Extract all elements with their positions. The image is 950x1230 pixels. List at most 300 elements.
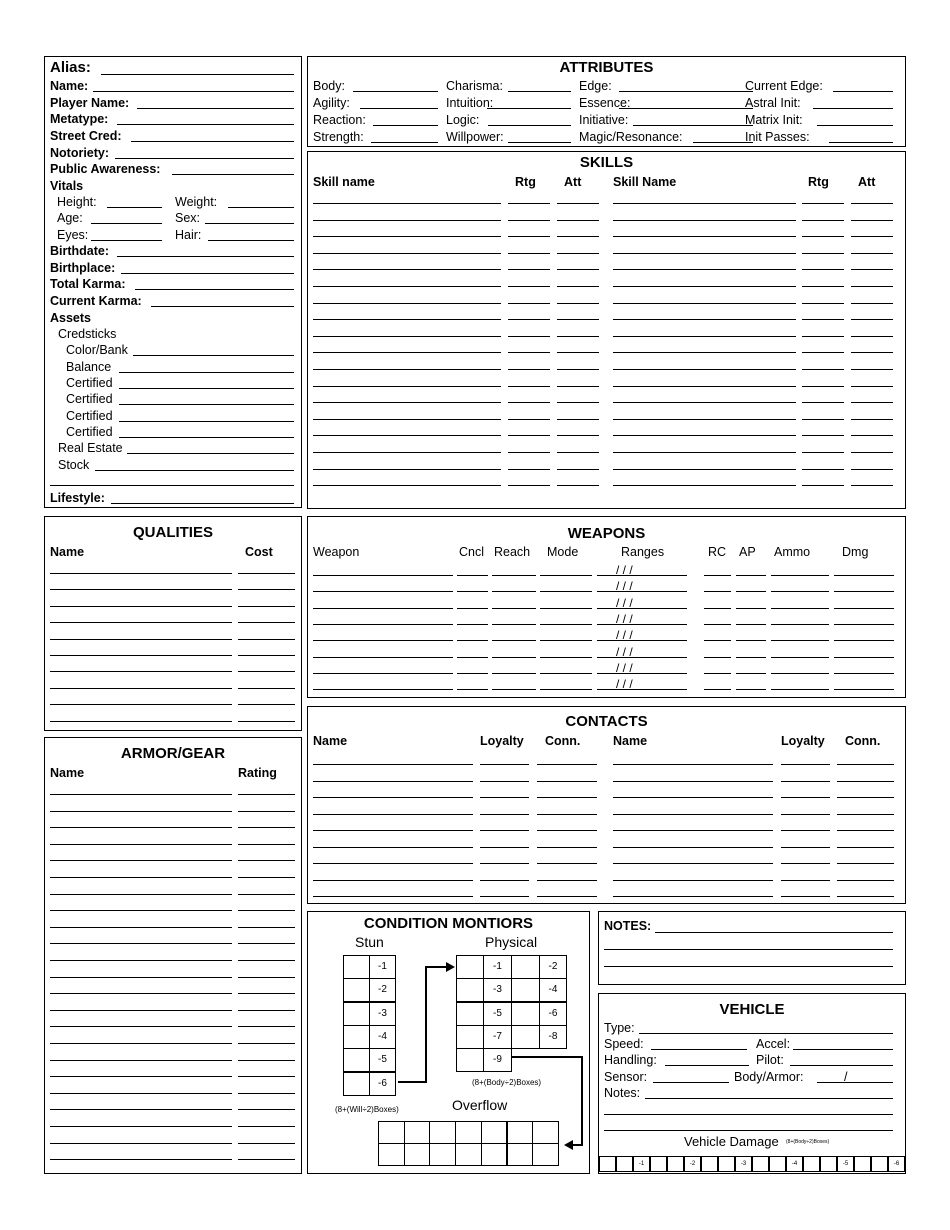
skill-rtg-field[interactable] (802, 236, 844, 237)
quality-name-field[interactable] (50, 721, 232, 722)
weapon-field[interactable] (771, 689, 829, 690)
vehicle-notes-field[interactable] (645, 1098, 893, 1099)
contact-name-field[interactable] (613, 764, 773, 765)
skill-name-field[interactable] (313, 485, 501, 486)
attr-field[interactable] (353, 91, 438, 92)
skill-rtg-field[interactable] (508, 319, 550, 320)
weapon-field[interactable] (457, 673, 488, 674)
eyes-field[interactable] (91, 240, 162, 241)
armor-rating-field[interactable] (238, 894, 295, 895)
skill-rtg-field[interactable] (508, 220, 550, 221)
skill-rtg-field[interactable] (508, 419, 550, 420)
armor-name-field[interactable] (50, 844, 232, 845)
weapon-field[interactable] (313, 689, 453, 690)
contact-name-field[interactable] (613, 847, 773, 848)
armor-rating-field[interactable] (238, 910, 295, 911)
skill-name-field[interactable] (613, 485, 796, 486)
skill-name-field[interactable] (313, 435, 501, 436)
stun-box[interactable] (343, 1072, 370, 1096)
stun-box[interactable] (343, 1002, 370, 1026)
vehicle-handling-field[interactable] (665, 1065, 749, 1066)
contact-name-field[interactable] (313, 797, 473, 798)
contact-conn-field[interactable] (537, 863, 597, 864)
notoriety-field[interactable] (115, 158, 294, 159)
contact-loyalty-field[interactable] (480, 830, 529, 831)
skill-att-field[interactable] (557, 236, 599, 237)
skill-rtg-field[interactable] (802, 336, 844, 337)
attr-field[interactable] (619, 91, 753, 92)
contact-conn-field[interactable] (837, 896, 894, 897)
weapon-field[interactable] (736, 575, 766, 576)
weapon-field[interactable] (492, 689, 536, 690)
quality-name-field[interactable] (50, 622, 232, 623)
stun-box[interactable]: -4 (369, 1025, 396, 1049)
contact-conn-field[interactable] (537, 830, 597, 831)
skill-rtg-field[interactable] (508, 435, 550, 436)
armor-name-field[interactable] (50, 1060, 232, 1061)
armor-rating-field[interactable] (238, 794, 295, 795)
attr-field[interactable] (633, 125, 753, 126)
skill-name-field[interactable] (313, 203, 501, 204)
skill-name-field[interactable] (313, 303, 501, 304)
weapon-field[interactable] (457, 640, 488, 641)
extra-line[interactable] (50, 485, 294, 486)
player-name-field[interactable] (137, 108, 294, 109)
balance-field[interactable] (119, 372, 294, 373)
skill-name-field[interactable] (313, 269, 501, 270)
contact-name-field[interactable] (613, 896, 773, 897)
skill-name-field[interactable] (613, 303, 796, 304)
current-karma-field[interactable] (151, 306, 294, 307)
vehicle-notes-field[interactable] (604, 1114, 893, 1115)
contact-conn-field[interactable] (837, 830, 894, 831)
weapon-field[interactable] (771, 575, 829, 576)
weapon-field[interactable] (834, 657, 894, 658)
skill-att-field[interactable] (851, 303, 893, 304)
overflow-box[interactable] (481, 1143, 508, 1166)
contact-conn-field[interactable] (837, 847, 894, 848)
contact-loyalty-field[interactable] (781, 880, 830, 881)
weapon-field[interactable] (313, 575, 453, 576)
sex-field[interactable] (205, 223, 294, 224)
attr-field[interactable] (833, 91, 893, 92)
contact-loyalty-field[interactable] (781, 896, 830, 897)
armor-name-field[interactable] (50, 910, 232, 911)
skill-att-field[interactable] (851, 352, 893, 353)
weapon-field[interactable] (492, 657, 536, 658)
skill-name-field[interactable] (313, 336, 501, 337)
skill-rtg-field[interactable] (802, 386, 844, 387)
armor-name-field[interactable] (50, 860, 232, 861)
attr-field[interactable] (360, 108, 438, 109)
contact-name-field[interactable] (613, 863, 773, 864)
overflow-box[interactable] (404, 1143, 431, 1166)
physical-box[interactable]: -1 (483, 955, 512, 979)
armor-rating-field[interactable] (238, 1076, 295, 1077)
stun-box[interactable]: -2 (369, 978, 396, 1002)
weapon-field[interactable] (457, 591, 488, 592)
armor-name-field[interactable] (50, 993, 232, 994)
skill-att-field[interactable] (557, 336, 599, 337)
skill-att-field[interactable] (851, 386, 893, 387)
physical-box[interactable]: -2 (539, 955, 567, 979)
age-field[interactable] (91, 223, 162, 224)
vehicle-sensor-field[interactable] (653, 1082, 729, 1083)
contact-name-field[interactable] (613, 781, 773, 782)
weapon-field[interactable] (313, 624, 453, 625)
weapon-field[interactable] (771, 608, 829, 609)
real-estate-field[interactable] (127, 453, 294, 454)
skill-rtg-field[interactable] (802, 469, 844, 470)
contact-conn-field[interactable] (537, 797, 597, 798)
skill-name-field[interactable] (613, 352, 796, 353)
weapon-field[interactable] (736, 624, 766, 625)
skill-name-field[interactable] (613, 220, 796, 221)
total-karma-field[interactable] (135, 289, 294, 290)
armor-rating-field[interactable] (238, 977, 295, 978)
skill-att-field[interactable] (851, 286, 893, 287)
lifestyle-field[interactable] (111, 503, 294, 504)
skill-name-field[interactable] (613, 469, 796, 470)
vehicle-notes-field[interactable] (604, 1130, 893, 1131)
contact-conn-field[interactable] (837, 863, 894, 864)
weapon-field[interactable] (313, 608, 453, 609)
skill-rtg-field[interactable] (802, 419, 844, 420)
skill-rtg-field[interactable] (802, 269, 844, 270)
weapon-field[interactable] (834, 608, 894, 609)
armor-rating-field[interactable] (238, 1026, 295, 1027)
weapon-field[interactable] (597, 640, 687, 641)
weapon-field[interactable] (540, 608, 592, 609)
weapon-field[interactable] (540, 624, 592, 625)
armor-name-field[interactable] (50, 1126, 232, 1127)
vehicle-damage-box[interactable] (599, 1156, 616, 1172)
weapon-field[interactable] (771, 640, 829, 641)
skill-name-field[interactable] (613, 419, 796, 420)
skill-att-field[interactable] (557, 452, 599, 453)
quality-cost-field[interactable] (238, 688, 295, 689)
vehicle-damage-box[interactable]: -6 (888, 1156, 905, 1172)
armor-rating-field[interactable] (238, 1043, 295, 1044)
skill-att-field[interactable] (851, 203, 893, 204)
physical-box[interactable] (456, 955, 484, 979)
weapon-field[interactable] (492, 624, 536, 625)
contact-name-field[interactable] (313, 814, 473, 815)
vehicle-damage-box[interactable] (667, 1156, 684, 1172)
stun-box[interactable] (343, 1048, 370, 1072)
skill-rtg-field[interactable] (802, 319, 844, 320)
overflow-box[interactable] (429, 1121, 456, 1144)
contact-conn-field[interactable] (537, 764, 597, 765)
weapon-field[interactable] (736, 689, 766, 690)
contact-conn-field[interactable] (537, 814, 597, 815)
vehicle-damage-box[interactable] (871, 1156, 888, 1172)
vehicle-damage-box[interactable] (701, 1156, 718, 1172)
skill-rtg-field[interactable] (508, 402, 550, 403)
overflow-box[interactable] (532, 1143, 559, 1166)
overflow-box[interactable] (455, 1143, 482, 1166)
skill-rtg-field[interactable] (508, 269, 550, 270)
weapon-field[interactable] (771, 624, 829, 625)
contact-loyalty-field[interactable] (781, 863, 830, 864)
skill-att-field[interactable] (557, 386, 599, 387)
contact-conn-field[interactable] (537, 896, 597, 897)
contact-conn-field[interactable] (537, 781, 597, 782)
contact-name-field[interactable] (313, 896, 473, 897)
physical-box[interactable]: -5 (483, 1002, 512, 1026)
skill-att-field[interactable] (557, 203, 599, 204)
skill-name-field[interactable] (313, 236, 501, 237)
skill-att-field[interactable] (851, 319, 893, 320)
vehicle-damage-box[interactable]: -5 (837, 1156, 854, 1172)
skill-att-field[interactable] (851, 336, 893, 337)
armor-name-field[interactable] (50, 794, 232, 795)
contact-conn-field[interactable] (537, 880, 597, 881)
vehicle-accel-field[interactable] (793, 1049, 893, 1050)
skill-name-field[interactable] (613, 386, 796, 387)
quality-name-field[interactable] (50, 639, 232, 640)
skill-rtg-field[interactable] (508, 452, 550, 453)
weapon-field[interactable] (771, 591, 829, 592)
physical-box[interactable] (511, 1025, 540, 1049)
contact-name-field[interactable] (313, 847, 473, 848)
physical-box[interactable] (456, 1002, 484, 1026)
weapon-field[interactable] (704, 608, 731, 609)
skill-rtg-field[interactable] (802, 369, 844, 370)
skill-att-field[interactable] (557, 303, 599, 304)
stun-box[interactable] (343, 955, 370, 979)
skill-att-field[interactable] (851, 402, 893, 403)
stun-box[interactable] (343, 1025, 370, 1049)
name-field[interactable] (93, 91, 294, 92)
skill-name-field[interactable] (313, 220, 501, 221)
contact-conn-field[interactable] (837, 781, 894, 782)
weapon-field[interactable] (834, 624, 894, 625)
physical-box[interactable]: -8 (539, 1025, 567, 1049)
contact-conn-field[interactable] (837, 814, 894, 815)
skill-att-field[interactable] (557, 253, 599, 254)
skill-name-field[interactable] (613, 402, 796, 403)
contact-loyalty-field[interactable] (480, 896, 529, 897)
physical-box[interactable] (456, 978, 484, 1002)
contact-loyalty-field[interactable] (480, 781, 529, 782)
height-field[interactable] (107, 207, 162, 208)
attr-field[interactable] (508, 142, 571, 143)
skill-name-field[interactable] (313, 253, 501, 254)
skill-rtg-field[interactable] (802, 303, 844, 304)
public-awareness-field[interactable] (172, 174, 294, 175)
attr-field[interactable] (373, 125, 438, 126)
street-cred-field[interactable] (131, 141, 294, 142)
armor-name-field[interactable] (50, 1093, 232, 1094)
skill-name-field[interactable] (313, 386, 501, 387)
armor-name-field[interactable] (50, 1026, 232, 1027)
attr-field[interactable] (488, 125, 571, 126)
weapon-field[interactable] (736, 608, 766, 609)
overflow-box[interactable] (404, 1121, 431, 1144)
weapon-field[interactable] (540, 640, 592, 641)
physical-box[interactable] (511, 978, 540, 1002)
armor-name-field[interactable] (50, 827, 232, 828)
contact-conn-field[interactable] (837, 764, 894, 765)
skill-name-field[interactable] (613, 369, 796, 370)
contact-loyalty-field[interactable] (781, 764, 830, 765)
contact-name-field[interactable] (613, 880, 773, 881)
quality-name-field[interactable] (50, 704, 232, 705)
contact-name-field[interactable] (613, 797, 773, 798)
attr-field[interactable] (371, 142, 438, 143)
weapon-field[interactable] (736, 657, 766, 658)
physical-box[interactable]: -7 (483, 1025, 512, 1049)
attr-field[interactable] (813, 108, 893, 109)
skill-rtg-field[interactable] (508, 386, 550, 387)
contact-name-field[interactable] (313, 764, 473, 765)
weapon-field[interactable] (597, 575, 687, 576)
contact-loyalty-field[interactable] (480, 764, 529, 765)
skill-att-field[interactable] (557, 220, 599, 221)
armor-rating-field[interactable] (238, 860, 295, 861)
weapon-field[interactable] (736, 591, 766, 592)
weapon-field[interactable] (457, 689, 488, 690)
armor-rating-field[interactable] (238, 1060, 295, 1061)
weapon-field[interactable] (597, 608, 687, 609)
weapon-field[interactable] (540, 591, 592, 592)
skill-rtg-field[interactable] (802, 203, 844, 204)
skill-att-field[interactable] (557, 269, 599, 270)
weapon-field[interactable] (313, 640, 453, 641)
skill-name-field[interactable] (613, 203, 796, 204)
skill-rtg-field[interactable] (508, 352, 550, 353)
weapon-field[interactable] (492, 640, 536, 641)
contact-name-field[interactable] (613, 830, 773, 831)
contact-name-field[interactable] (313, 830, 473, 831)
skill-rtg-field[interactable] (802, 402, 844, 403)
skill-rtg-field[interactable] (508, 369, 550, 370)
skill-att-field[interactable] (557, 319, 599, 320)
attr-field[interactable] (487, 108, 571, 109)
armor-rating-field[interactable] (238, 877, 295, 878)
weapon-field[interactable] (540, 575, 592, 576)
contact-loyalty-field[interactable] (480, 797, 529, 798)
skill-att-field[interactable] (557, 485, 599, 486)
stock-field[interactable] (95, 470, 294, 471)
metatype-field[interactable] (117, 124, 294, 125)
birthdate-field[interactable] (117, 256, 294, 257)
stun-box[interactable] (343, 978, 370, 1002)
overflow-box[interactable] (455, 1121, 482, 1144)
contact-loyalty-field[interactable] (781, 847, 830, 848)
vehicle-damage-box[interactable]: -4 (786, 1156, 803, 1172)
weapon-field[interactable] (771, 657, 829, 658)
skill-att-field[interactable] (851, 253, 893, 254)
skill-att-field[interactable] (851, 220, 893, 221)
overflow-box[interactable] (481, 1121, 508, 1144)
vehicle-speed-field[interactable] (651, 1049, 747, 1050)
weapon-field[interactable] (540, 657, 592, 658)
skill-name-field[interactable] (613, 435, 796, 436)
skill-att-field[interactable] (557, 352, 599, 353)
weapon-field[interactable] (834, 673, 894, 674)
skill-rtg-field[interactable] (508, 286, 550, 287)
weapon-field[interactable] (834, 591, 894, 592)
skill-rtg-field[interactable] (508, 203, 550, 204)
vehicle-damage-box[interactable]: -3 (735, 1156, 752, 1172)
birthplace-field[interactable] (121, 273, 294, 274)
attr-field[interactable] (619, 108, 753, 109)
skill-rtg-field[interactable] (508, 236, 550, 237)
armor-rating-field[interactable] (238, 993, 295, 994)
overflow-box[interactable] (507, 1121, 534, 1144)
vehicle-damage-box[interactable] (650, 1156, 667, 1172)
vehicle-damage-box[interactable] (820, 1156, 837, 1172)
armor-rating-field[interactable] (238, 927, 295, 928)
armor-rating-field[interactable] (238, 827, 295, 828)
skill-name-field[interactable] (613, 286, 796, 287)
certified-field[interactable] (119, 421, 294, 422)
skill-name-field[interactable] (613, 269, 796, 270)
skill-att-field[interactable] (851, 485, 893, 486)
weapon-field[interactable] (597, 624, 687, 625)
quality-cost-field[interactable] (238, 655, 295, 656)
contact-loyalty-field[interactable] (781, 797, 830, 798)
skill-rtg-field[interactable] (508, 253, 550, 254)
weapon-field[interactable] (492, 575, 536, 576)
contact-loyalty-field[interactable] (781, 830, 830, 831)
weapon-field[interactable] (540, 689, 592, 690)
skill-rtg-field[interactable] (508, 485, 550, 486)
weapon-field[interactable] (597, 673, 687, 674)
stun-box[interactable]: -5 (369, 1048, 396, 1072)
weapon-field[interactable] (540, 673, 592, 674)
contact-name-field[interactable] (313, 781, 473, 782)
vehicle-damage-box[interactable] (616, 1156, 633, 1172)
armor-name-field[interactable] (50, 894, 232, 895)
vehicle-damage-box[interactable] (803, 1156, 820, 1172)
weapon-field[interactable] (704, 689, 731, 690)
skill-att-field[interactable] (557, 402, 599, 403)
quality-cost-field[interactable] (238, 671, 295, 672)
armor-rating-field[interactable] (238, 1126, 295, 1127)
weapon-field[interactable] (597, 591, 687, 592)
skill-rtg-field[interactable] (802, 286, 844, 287)
vehicle-body-armor-field[interactable] (817, 1082, 893, 1083)
skill-rtg-field[interactable] (802, 220, 844, 221)
armor-name-field[interactable] (50, 1076, 232, 1077)
weapon-field[interactable] (492, 591, 536, 592)
armor-rating-field[interactable] (238, 844, 295, 845)
weapon-field[interactable] (492, 608, 536, 609)
skill-att-field[interactable] (851, 419, 893, 420)
weapon-field[interactable] (704, 673, 731, 674)
weapon-field[interactable] (736, 673, 766, 674)
skill-att-field[interactable] (557, 469, 599, 470)
armor-name-field[interactable] (50, 877, 232, 878)
weapon-field[interactable] (457, 657, 488, 658)
overflow-box[interactable] (378, 1121, 405, 1144)
skill-att-field[interactable] (851, 236, 893, 237)
overflow-box[interactable] (532, 1121, 559, 1144)
vehicle-damage-box[interactable] (718, 1156, 735, 1172)
vehicle-pilot-field[interactable] (790, 1065, 893, 1066)
armor-name-field[interactable] (50, 927, 232, 928)
certified-field[interactable] (119, 404, 294, 405)
skill-name-field[interactable] (613, 236, 796, 237)
skill-name-field[interactable] (313, 419, 501, 420)
skill-att-field[interactable] (557, 435, 599, 436)
skill-att-field[interactable] (851, 369, 893, 370)
color-bank-field[interactable] (133, 355, 294, 356)
armor-name-field[interactable] (50, 1143, 232, 1144)
